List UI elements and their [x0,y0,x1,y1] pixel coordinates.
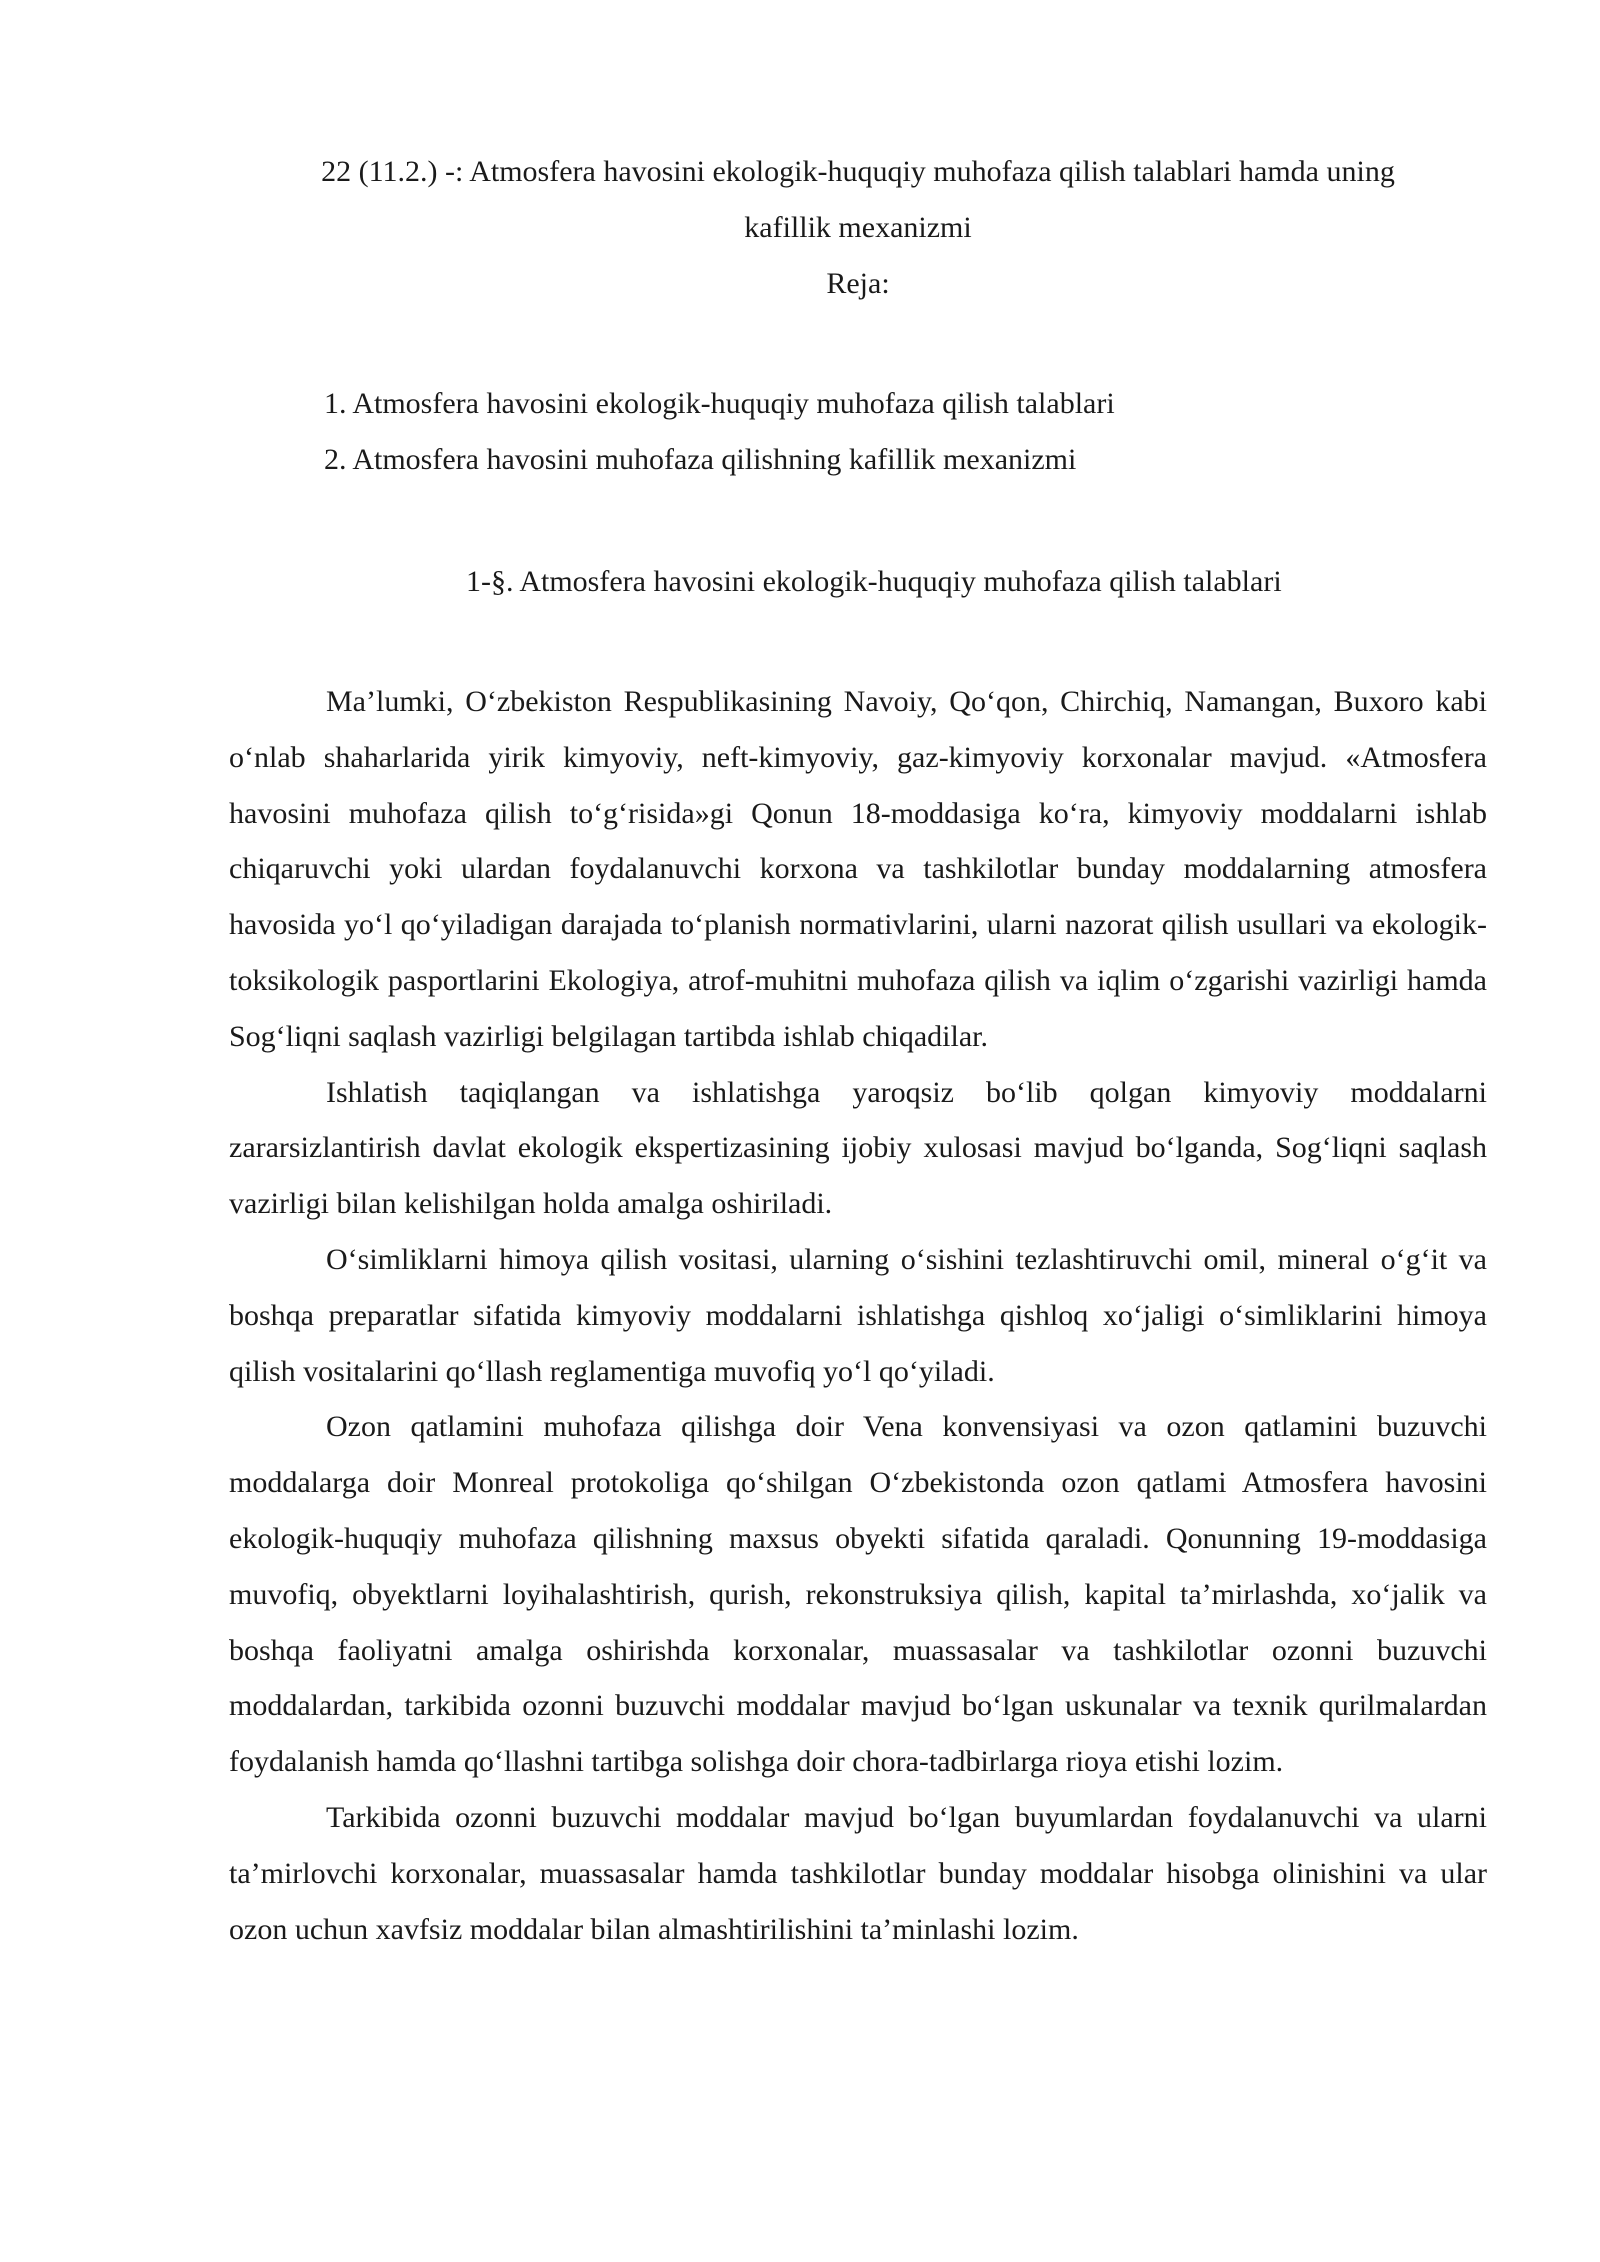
document-body [229,674,1487,1957]
paragraph: Ma’lumki, O‘zbekiston Respublikasining Navoiy, Qo‘qon, Chirchiq, Namangan, Buxoro kabi o‘nlab shaharlarida yirik kimyoviy, neft-kimyoviy, gaz-kimyoviy korxonalar mavjud. «Atmosfera havosini muhofaza qilish to‘g‘risida»gi Qonun 18-moddasiga ko‘ra, kimyoviy moddalarni ishlab chiqaruvchi yoki ulardan foydalanuvchi korxona va tashkilotlar bunday moddalarning atmosfera havosida yo‘l qo‘yiladigan darajada to‘planish normativlarini, ularni nazorat qilish usullari va ekologik-toksikologik pasportlarini Ekologiya, atrof-muhitni muhofaza qilish va iqlim o‘zgarishi vazirligi hamda Sog‘liqni saqlash vazirligi belgilagan tartibda ishlab chiqadilar. [229,685,1487,1053]
paragraph: Ishlatish taqiqlangan va ishlatishga yaroqsiz bo‘lib qolgan kimyoviy moddalarni zararsizlantirish davlat ekologik ekspertizasining ijobiy xulosasi mavjud bo‘lganda, Sog‘liqni saqlash vazirligi bilan kelishilgan holda amalga oshiriladi. [229,1075,1487,1221]
document-title-line-2: kafillik mexanizmi [744,211,972,244]
plan-label: Reja: [826,267,890,300]
document-title-line-1: 22 (11.2.) -: Atmosfera havosini ekologik-huquqiy muhofaza qilish talablari hamda uning [321,155,1395,188]
plan-item-1: 1. Atmosfera havosini ekologik-huquqiy muhofaza qilish talablari [324,387,1115,420]
paragraph: Ozon qatlamini muhofaza qilishga doir Vena konvensiyasi va ozon qatlamini buzuvchi moddalarga doir Monreal protokoliga qo‘shilgan O‘zbekistonda ozon qatlami Atmosfera havosini ekologik-huquqiy muhofaza qilishning maxsus obyekti sifatida qaraladi. Qonunning 19-moddasiga muvofiq, obyektlarni loyihalashtirish, qurish, rekonstruksiya qilish, kapital ta’mirlashda, xo‘jalik va boshqa faoliyatni amalga oshirishda korxonalar, muassasalar va tashkilotlar ozonni buzuvchi moddalardan, tarkibida ozonni buzuvchi moddalar mavjud bo‘lgan uskunalar va texnik qurilmalardan foydalanish hamda qo‘llashni tartibga solishga doir chora-tadbirlarga rioya etishi lozim. [229,1410,1487,1779]
plan-item-2: 2. Atmosfera havosini muhofaza qilishning kafillik mexanizmi [324,443,1077,476]
paragraph: Tarkibida ozonni buzuvchi moddalar mavjud bo‘lgan buyumlardan foydalanuvchi va ularni ta’mirlovchi korxonalar, muassasalar hamda tashkilotlar bunday moddalar hisobga olinishini va ular ozon uchun xavfsiz moddalar bilan almashtirilishini ta’minlashi lozim. [229,1800,1487,1946]
paragraph: O‘simliklarni himoya qilish vositasi, ularning o‘sishini tezlashtiruvchi omil, mineral o‘g‘it va boshqa preparatlar sifatida kimyoviy moddalarni ishlatishga qishloq xo‘jaligi o‘simliklarini himoya qilish vositalarini qo‘llash reglamentiga muvofiq yo‘l qo‘yiladi. [229,1242,1487,1388]
section-heading: 1-§. Atmosfera havosini ekologik-huquqiy muhofaza qilish talablari [466,565,1282,598]
